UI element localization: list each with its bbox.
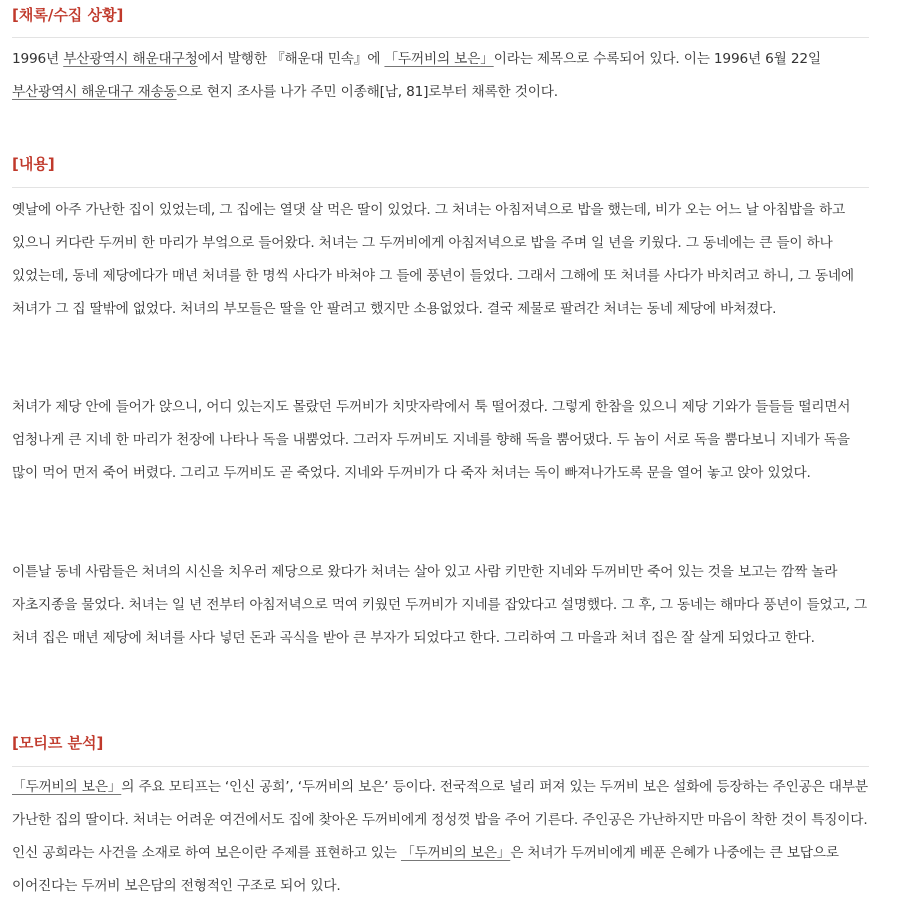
toad-gratitude-link[interactable]: 「두꺼비의 보은」 — [12, 779, 122, 795]
paragraph-text: 으로 현지 조사를 나가 주민 이종해[남, 81]로부터 채록한 것이다. — [176, 84, 558, 100]
paragraph-text: 은 처녀가 두꺼비에게 베푼 은혜가 나중에는 큰 보답으로 이어진다는 두꺼비 보은담의 전형적인 구조로 되어 있다. — [12, 845, 839, 894]
collection-paragraph — [12, 43, 869, 109]
paragraph-text: 의 주요 모티프는 ‘인신 공희’, ‘두꺼비의 보은’ 등이다. 전국적으로 널리 퍼져 있는 두꺼비 보은 설화에 등장하는 주인공은 대부분 가난한 집의 딸이다. 처녀는 어려운 여건에서도 집에 찾아온 두꺼비에게 정성껏 밥을 주어 기른다. 주인공은 가난하지만 마음이 착한 것이 특징이다. 인신 공희라는 사건을 소재로 하여 보은이란 주제를 표현하고 있는 — [12, 779, 868, 861]
paragraph-text: 이튿날 동네 사람들은 처녀의 시신을 치우러 제당으로 왔다가 처녀는 살아 있고 사람 키만한 지네와 두꺼비만 죽어 있는 것을 보고는 깜짝 놀라 자초지종을 물었다. 처녀는 일 년 전부터 아침저녁으로 먹여 키웠던 두꺼비가 지네를 잡았다고 설명했다. 그 후, 그 동네는 해마다 풍년이 들었고, 그 처녀 집은 매년 제당에 처녀를 사다 넣던 돈과 곡식을 받아 큰 부자가 되었다고 한다. 그리하여 그 마을과 처녀 집은 잘 살게 되었다고 한다. — [12, 564, 867, 646]
section-heading-motif: [모티프 분석] — [12, 734, 104, 752]
paragraph-text: 에서 발행한 『해운대 민속』에 — [197, 51, 385, 67]
toad-gratitude-link[interactable]: 「두꺼비의 보은」 — [400, 845, 511, 861]
toad-gratitude-link[interactable]: 「두꺼비의 보은」 — [384, 51, 494, 67]
section-heading-collection: [채록/수집 상황] — [12, 6, 124, 24]
section-divider — [12, 187, 869, 188]
motif-paragraph — [12, 771, 869, 903]
paragraph-text: 옛날에 아주 가난한 집이 있었는데, 그 집에는 열댓 살 먹은 딸이 있었다. 그 처녀는 아침저녁으로 밥을 했는데, 비가 오는 어느 날 아침밥을 하고 있으니 커다란 두꺼비 한 마리가 부엌으로 들어왔다. 처녀는 그 두꺼비에게 아침저녁으로 밥을 주며 일 년을 키웠다. 그 동네에는 큰 들이 하나 있었는데, 동네 제당에다가 매년 처녀를 한 명씩 사다가 바쳐야 그 들에 풍년이 들었다. 그래서 그해에 또 처녀를 사다가 바치려고 하니, 그 동네에 처녀가 그 집 딸밖에 없었다. 처녀의 부모들은 딸을 안 팔려고 했지만 소용없었다. 결국 제물로 팔려간 처녀는 동네 제당에 바쳐졌다. — [12, 202, 854, 317]
jaesong-dong-link[interactable]: 부산광역시 해운대구 재송동 — [12, 84, 177, 100]
paragraph-text: 1996년 — [12, 51, 64, 67]
content-paragraph-3 — [12, 556, 869, 655]
section-heading-content: [내용] — [12, 155, 55, 173]
section-divider — [12, 766, 869, 767]
section-divider — [12, 37, 869, 38]
paragraph-text: 이라는 제목으로 수록되어 있다. 이는 1996년 6월 22일 — [493, 51, 821, 67]
haeundae-gu-office-link[interactable]: 부산광역시 해운대구청 — [63, 51, 198, 67]
content-paragraph-1 — [12, 194, 869, 326]
paragraph-text: 처녀가 제당 안에 들어가 앉으니, 어디 있는지도 몰랐던 두꺼비가 치맛자락에서 툭 떨어졌다. 그렇게 한참을 있으니 제당 기와가 들들들 떨리면서 엄청나게 큰 지네 한 마리가 천장에 나타나 독을 내뿜었다. 그러자 두꺼비도 지네를 향해 독을 뿜어댔다. 두 놈이 서로 독을 뿜다보니 지네가 독을 많이 먹어 먼저 죽어 버렸다. 그리고 두꺼비도 곧 죽었다. 지네와 두꺼비가 다 죽자 처녀는 독이 빠져나가도록 문을 열어 놓고 앉아 있었다. — [12, 399, 851, 481]
content-paragraph-2 — [12, 391, 869, 490]
